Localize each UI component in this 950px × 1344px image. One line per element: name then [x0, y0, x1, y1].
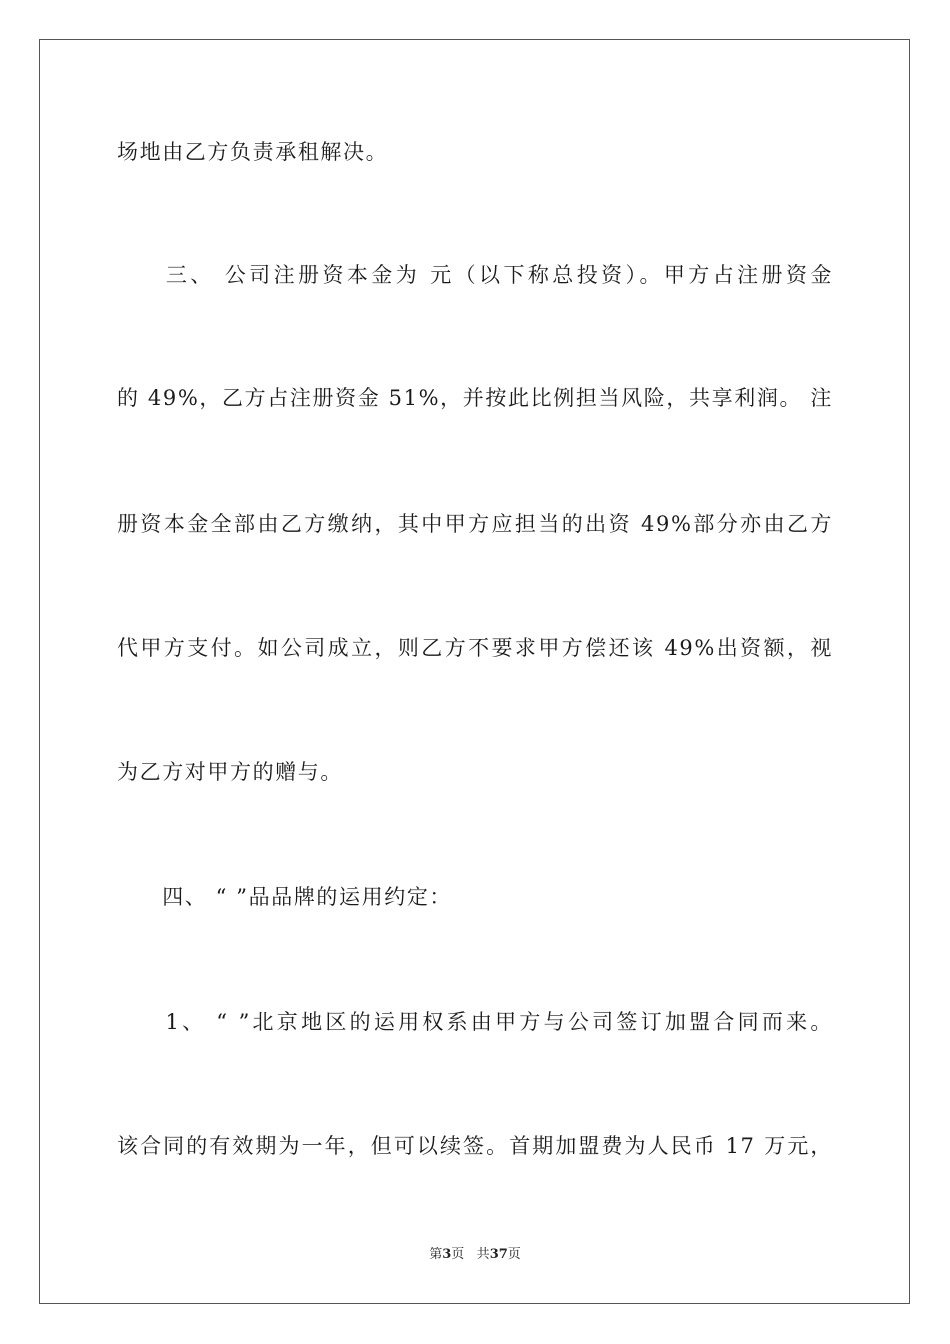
footer-page-number: 3: [442, 1247, 452, 1262]
footer-total-unit: 页: [507, 1247, 521, 1262]
text-line-2: 三、 公司注册资本金为 元（以下称总投资）。甲方占注册资金: [117, 263, 833, 287]
text-line-8: 1、 “ ”北京地区的运用权系由甲方与公司签订加盟合同而来。: [117, 1010, 833, 1034]
footer-prefix: 第: [429, 1247, 443, 1262]
text-line-3: 的 49%，乙方占注册资金 51%，并按此比例担当风险，共享利润。 注: [117, 386, 833, 410]
text-line-6: 为乙方对甲方的赠与。: [117, 760, 343, 784]
text-line-5: 代甲方支付。如公司成立，则乙方不要求甲方偿还该 49%出资额，视: [117, 636, 833, 660]
footer-total-prefix: 共: [476, 1247, 490, 1262]
page-frame: [39, 39, 910, 1304]
text-line-4: 册资本金全部由乙方缴纳，其中甲方应担当的出资 49%部分亦由乙方: [117, 512, 833, 536]
text-line-9: 该合同的有效期为一年，但可以续签。首期加盟费为人民币 17 万元，: [117, 1134, 833, 1158]
footer-total-pages: 37: [489, 1247, 508, 1262]
page-footer: [0, 1246, 950, 1264]
text-line-1: 场地由乙方负责承租解决。: [117, 140, 389, 164]
footer-page-unit: 页: [451, 1247, 465, 1262]
text-line-7: 四、 “ ”品品牌的运用约定：: [117, 885, 453, 909]
